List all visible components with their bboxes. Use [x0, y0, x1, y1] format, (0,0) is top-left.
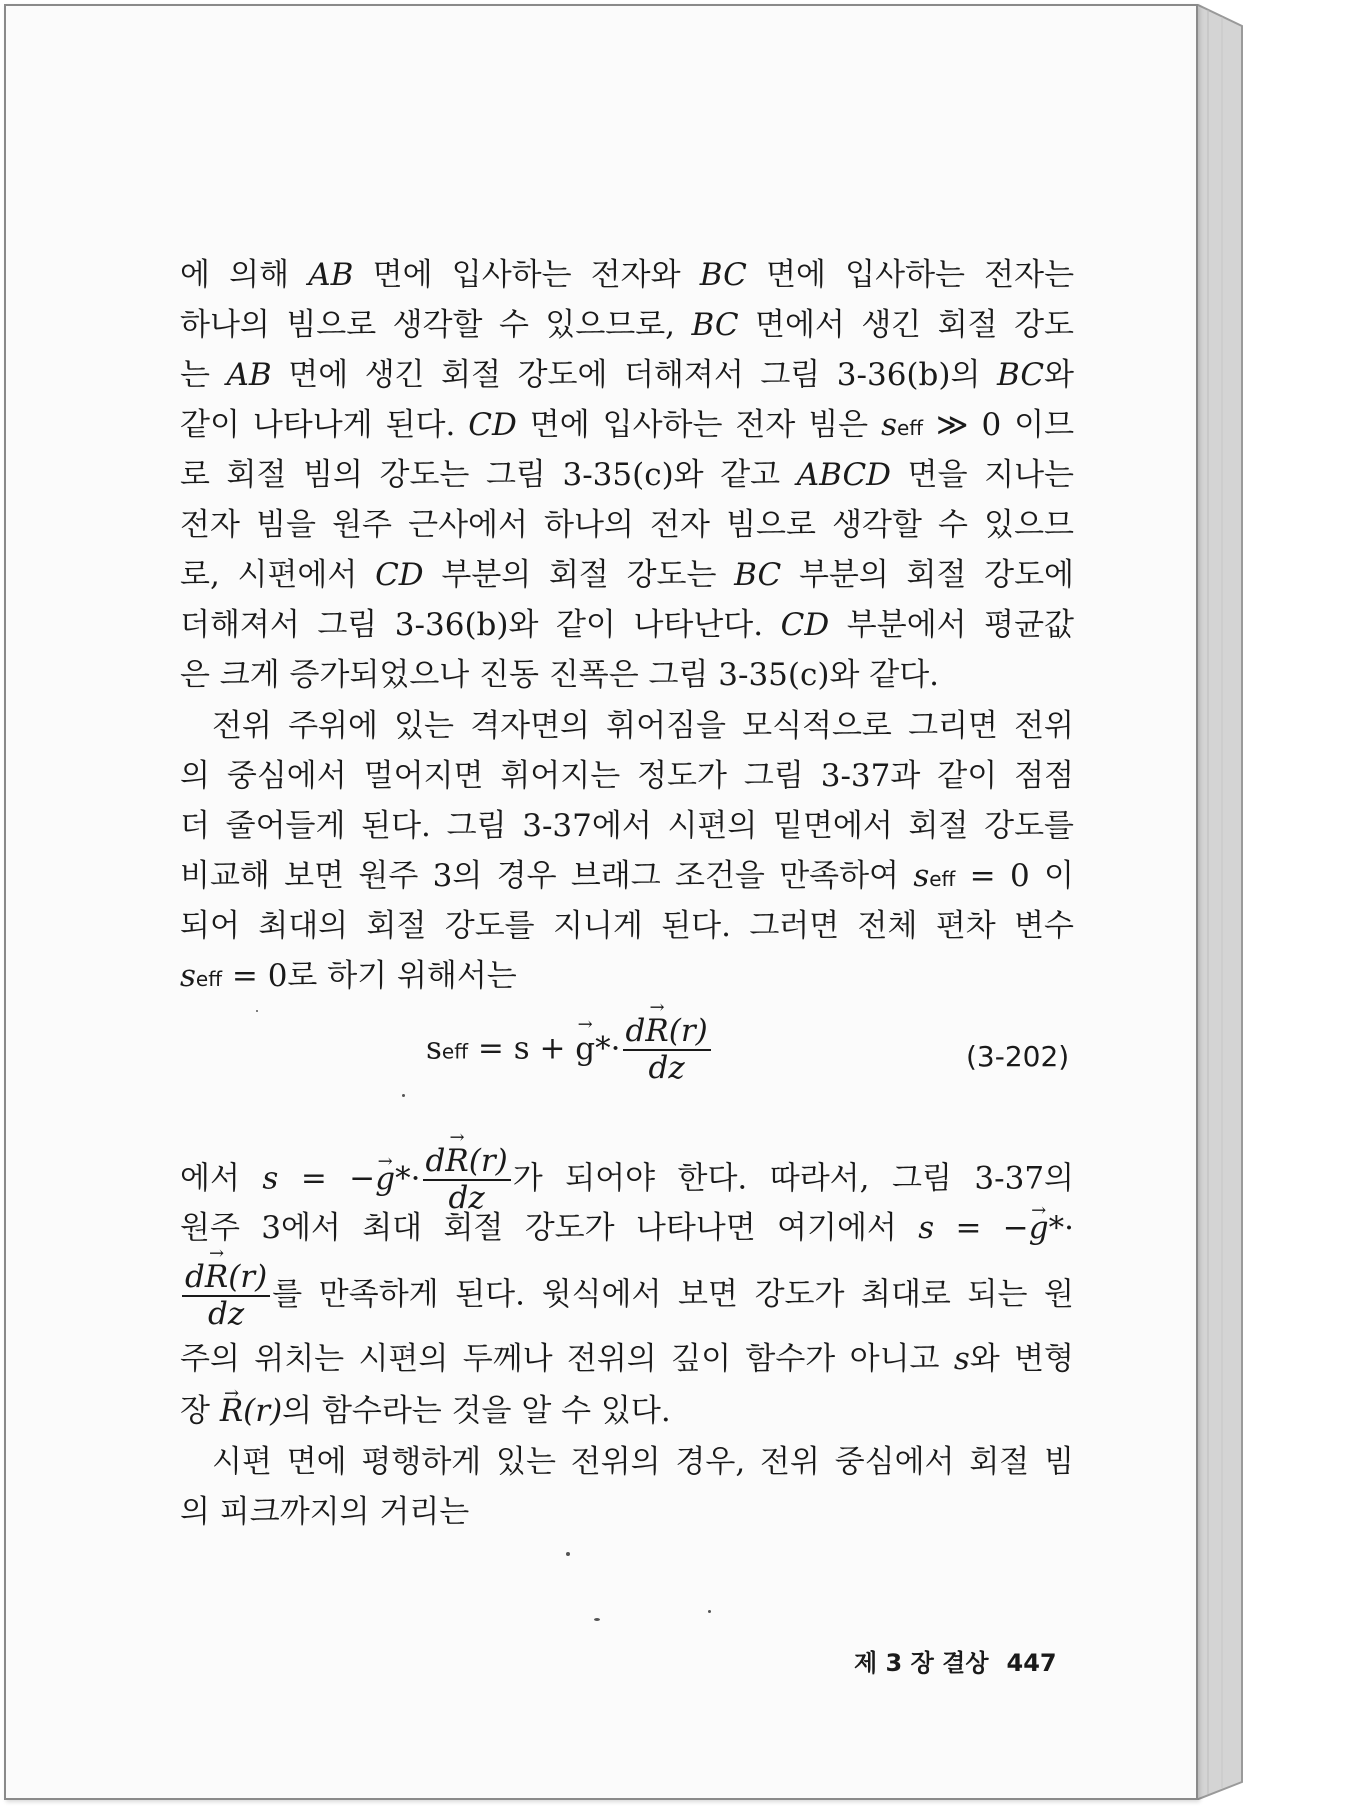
p1-line-2: 하나의 빔으로 생각할 수 있으므로, BC 면에서 생긴 회절 강도	[180, 307, 1074, 343]
p2-line-2: 의 중심에서 멀어지면 휘어지는 정도가 그림 3-37과 같이 점점	[180, 758, 1074, 794]
p2-line-4: 비교해 보면 원주 3의 경우 브래그 조건을 만족하여 seff = 0 이	[180, 858, 1074, 894]
p1-line-8: 더해져서 그림 3-36(b)와 같이 나타난다. CD 부분에서 평균값	[180, 607, 1074, 643]
equation-3-202: seff = s + → g*· $\frac{d\to R(r)}{dz}$	[426, 1016, 713, 1084]
p1-line-4: 같이 나타나게 된다. CD 면에 입사하는 전자 빔은 seff ≫ 0 이므	[180, 407, 1075, 443]
p4-line-1: 시편 면에 평행하게 있는 전위의 경우, 전위 중심에서 회절 빔	[212, 1444, 1074, 1480]
scan-speck	[708, 1610, 711, 1613]
chapter-title: 제 3 장 결상	[854, 1649, 989, 1677]
p2-line-6: seff = 0로 하기 위해서는	[180, 958, 517, 994]
p3-line-2: 원주 3에서 최대 회절 강도가 나타나면 여기에서 s = −→ g*·	[180, 1208, 1074, 1248]
p1-line-6: 전자 빔을 원주 근사에서 하나의 전자 빔으로 생각할 수 있으므	[180, 507, 1074, 543]
scan-speck	[594, 1618, 600, 1621]
page-number: 447	[1006, 1649, 1057, 1677]
p1-line-9: 은 크게 증가되었으나 진동 진폭은 그림 3-35(c)와 같다.	[180, 657, 939, 693]
p1-line-7: 로, 시편에서 CD 부분의 회절 강도는 BC 부분의 회절 강도에	[180, 557, 1075, 593]
scan-speck	[566, 1552, 570, 1556]
p2-line-3: 더 줄어들게 된다. 그림 3-37에서 시편의 밑면에서 회절 강도를	[180, 808, 1074, 844]
p3-line-4: 주의 위치는 시편의 두께나 전위의 깊이 함수가 아니고 s와 변형	[180, 1341, 1074, 1377]
running-footer	[854, 1643, 1057, 1678]
p3-line-3: $\frac{d\to R(r)}{dz}$ 를 만족하게 된다. 윗식에서 보면 강도가 최대로 되는 원	[180, 1262, 1074, 1330]
scan-speck	[402, 1094, 405, 1097]
p2-line-5: 되어 최대의 회절 강도를 지니게 된다. 그러면 전체 편차 변수	[180, 908, 1074, 944]
p4-line-2: 의 피크까지의 거리는	[180, 1494, 470, 1530]
book-page	[4, 4, 1198, 1800]
p3-line-1: 에서 s = −→ g*· $\frac{d\to R(r)}{dz}$ 가 되어야 한다. 따라서, 그림 3-37의	[180, 1146, 1074, 1214]
equation-number: (3-202)	[966, 1040, 1070, 1073]
equation-fraction: $\frac{d\to R(r)}{dz}$	[623, 1016, 711, 1084]
p2-line-1: 전위 주위에 있는 격자면의 휘어짐을 모식적으로 그리면 전위	[212, 708, 1074, 744]
p1-line-1: 에 의해 AB 면에 입사하는 전자와 BC 면에 입사하는 전자는	[180, 257, 1075, 293]
p3-line-5: 장 → R(r)의 함수라는 것을 알 수 있다.	[180, 1391, 1074, 1431]
scan-speck	[256, 1010, 258, 1012]
p1-line-5: 로 회절 빔의 강도는 그림 3-35(c)와 같고 ABCD 면을 지나는	[180, 457, 1074, 493]
p1-line-3: 는 AB 면에 생긴 회절 강도에 더해져서 그림 3-36(b)의 BC와	[180, 357, 1074, 393]
book-edge	[1196, 4, 1244, 1800]
